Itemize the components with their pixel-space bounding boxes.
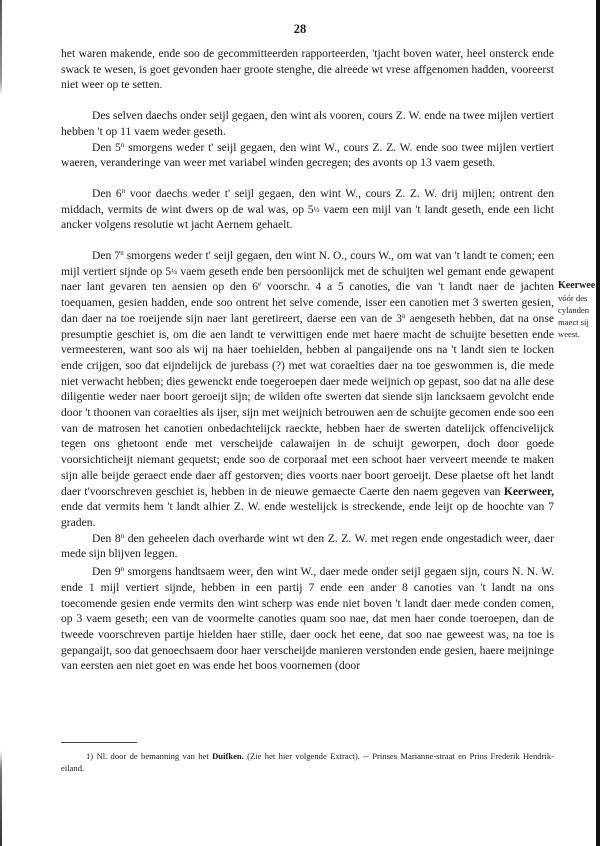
- paragraph-text: smorgens weder t' seijl gegaen, den wint W., cours Z. Z. W. ende soo twee mijlen vertiert waeren, veranderinge van weer met variabel winden gecregen; des avonts op 13 vaem geseth.: [61, 140, 554, 170]
- margin-note: [558, 280, 600, 340]
- paragraph-3: [61, 140, 554, 171]
- paragraph-text: smorgens handtsaem weer, den wint W., daer mede onder seijl gegaen sijn, cours N. N. W. ende 1 mijl vertiert sijnde, hebben in een partij 7 ende een ander 8 canoties van 't landt na ons toecomende gesien ende vermits den wint scherp was ende niet boven 't landt daer mede conden comen, op 3 vaem geseth; een van de voormelte canoties quam soo nae, dat men haer conde toeroepen, dan de tweede voorschreven partije hielden haer stille, daer oock het eene, dat soo nae geweest was, na toe is gepangaijt, soo dat genoechsaem door haer verscheijde manieren verstonden ende gesien, haere meijninge van eersten aen niet goet en was ende het boos voornemen (door: [61, 565, 554, 673]
- paragraph-4: [61, 186, 554, 233]
- place-name-keerweer: Keerweer,: [503, 484, 554, 498]
- paragraph-text: vaem geseth ende ben persoonlijck met de schuijten wel gemant ende gewapent naer lant gevaren ten aensien op den 6: [61, 264, 554, 294]
- paragraph-text: voorschr. 4 a 5 canoties, die van 't landt naer de jachten toequamen, gesien hadden, ende soo ontrent het selve comende, isser een canotien met 3 swerten gesien, dan daer na toe roeijende sijn naer lant geretireert, daerse een van de 3: [61, 280, 554, 325]
- ordinal-sup: n: [120, 531, 125, 540]
- fraction: ¼: [171, 266, 178, 276]
- paragraph-text: ende dat vermits hem 't landt alhier Z. W. ende westelijck is streckende, ende leijt op de hoochte van 7 graden.: [61, 500, 554, 529]
- paragraph-6: [61, 531, 554, 562]
- ordinal-sup: n: [401, 311, 406, 320]
- ordinal-sup: n: [121, 186, 126, 195]
- paragraph-text: den geheelen dach overharde wint wt den Z. Z. W. met regen ende ongestadich weer, daer mede sijn blijven leggen.: [61, 531, 554, 561]
- paragraph-5: [61, 248, 554, 531]
- paragraph-7: [61, 564, 554, 674]
- footnote-text: Nl. door de bemanning van het: [93, 751, 213, 761]
- paragraph-text: voor daechs weder t' seijl gegaen, den wint W., cours Z. Z. W. drij mijlen; ontrent den middach, vermits de wint dwers op de wal was, op 5: [61, 186, 555, 216]
- page-right-border: [596, 0, 600, 846]
- margin-note-line: weest.: [558, 329, 580, 339]
- body-text: [61, 46, 554, 674]
- page-left-edge: [0, 0, 2, 846]
- date-prefix: Den 6: [92, 186, 122, 200]
- footnote-text: (Zie het hier volgende Extract). -- Prinses Marianne-straat en Prins Frederik Hendrik-eiland.: [61, 751, 554, 773]
- paragraph-text: smorgens weder t' seijl gegaen, den wint N. O., cours W., om wat van 't landt te comen; een mijl vertiert sijnde op 5: [61, 249, 554, 278]
- fraction: ½: [313, 204, 320, 214]
- paragraph-1: [61, 46, 554, 93]
- margin-note-line: maect sij: [558, 317, 589, 327]
- date-prefix: Den 5: [92, 140, 121, 154]
- ship-name-duifken: Duifken.: [212, 751, 244, 761]
- margin-note-line: cylanden: [558, 305, 590, 315]
- paragraph-2: [61, 108, 554, 139]
- date-prefix: Den 8: [92, 531, 121, 545]
- footnote: [61, 750, 554, 774]
- ordinal-sup: e: [258, 280, 262, 289]
- page-number: 28: [293, 22, 307, 36]
- ordinal-sup: n: [120, 140, 125, 149]
- date-prefix: Den 9: [92, 565, 121, 579]
- footnote-divider: [61, 742, 137, 743]
- paragraph-text: het waren makende, ende soo de gecommitteerden rapporteerden, 'tjacht boven water, heel onsterck ende swack te wesen, is goet gevonden haer groote stenghe, die alreede wt vrese affgenomen hadden, vooreerst niet weer op te setten.: [61, 47, 554, 92]
- paragraph-text: aengeseth hebben, dat na onse presumptie geschiet is, om die aen landt te verwittigen ende met haere macht de schuijte besetten ende vermeesteren, want soo als wij na haer toehielden, hebben al pangaijende ons na 't landt sien te locken ende crijgen, soo dat eijndelijck de jurebass (?) met wat coraelties daer na toe geswommen is, die mede niet verwacht hebben; dies gewenckt ende toegeroepen daer mede weijnich op gepast, soo dat na alle dese diligentie weder naer boort geroeijt sijn; de wilden ofte swerten dat siende sijn lancksaem gevolcht ende door 't thoonen van coraelties als ijser, sijn met weijnich betrouwen aen de schuijte gecomen ende soo een van de matrosen het canotien onbedachtelijck raeckte, hebben haer de swerten datelijck offencivelijck tegen ons ghetoont ende met verscheijde calawaijen in de schuijt geworpen, doch door goede voorsichticheijt niemant gequetst; ende soo de corporaal met een schoot haer verveert meende te maken sijn alle beijde geraect ende daer aff gestorven; dies voorts naer boort geroeijt. Dese plaetse oft het landt daer t'voorschreven geschiet is, hebben in de nieuwe gemaecte Caerte den naem gegeven van: [61, 311, 554, 498]
- date-prefix: Den 7: [92, 249, 121, 263]
- margin-note-title: Keerwee: [558, 280, 596, 291]
- margin-note-line: vóór des: [558, 293, 588, 303]
- ordinal-sup: n: [120, 249, 124, 258]
- paragraph-text: vaem een mijl van 't landt geseth, ende een licht ancker volgens resolutie wt jacht Aernem gehaelt.: [61, 202, 554, 232]
- paragraph-text: Des selven daechs onder seijl gegaen, den wint als vooren, cours Z. W. ende na twee mijlen vertiert hebben 't op 11 vaem weder geseth.: [61, 109, 554, 138]
- ordinal-sup: n: [120, 565, 125, 574]
- footnote-marker: 1): [86, 751, 94, 761]
